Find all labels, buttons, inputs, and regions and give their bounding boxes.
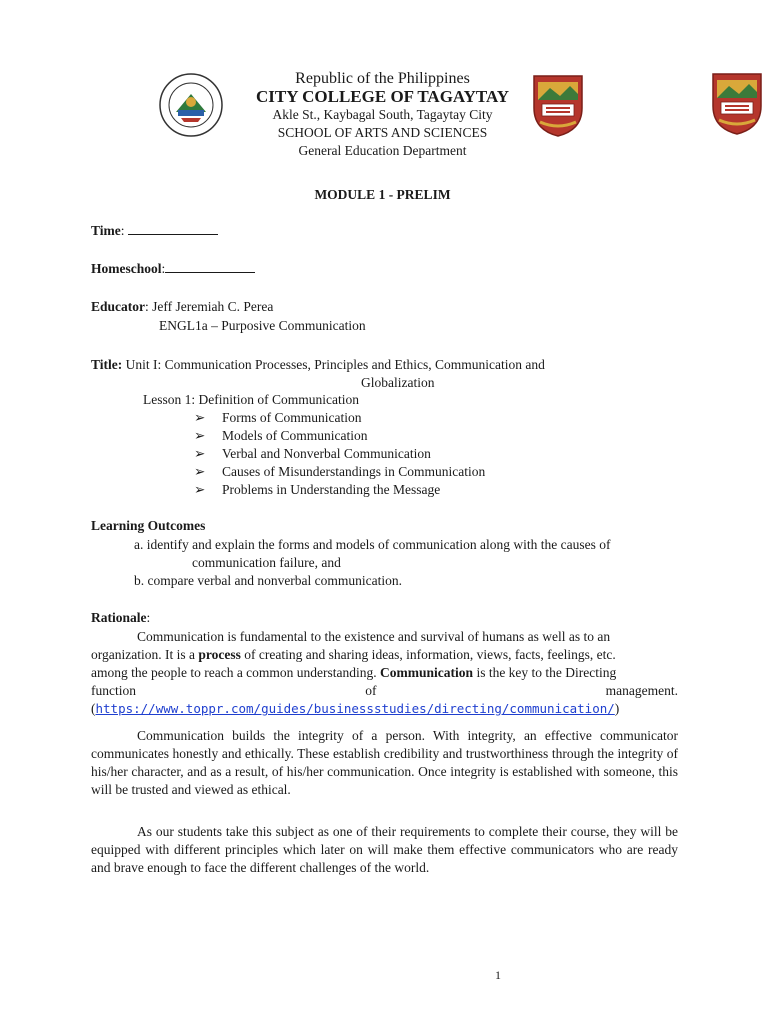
arrow-bullet-icon: ➢ [194,482,206,497]
toppr-link[interactable]: https://www.toppr.com/guides/businessstudies/directing/communication/ [95,701,615,716]
arrow-bullet-icon: ➢ [194,446,206,461]
educator-value: : Jeff Jeremiah C. Perea [145,299,274,314]
list-item: ➢ Verbal and Nonverbal Communication [194,446,431,461]
rationale-paragraph-2: Communication builds the integrity of a person. With integrity, an effective communicator communicates honestly and ethically. These establish credibility and trustworthiness through the integrity of his/her character, and as a result, of his/her communication. Once integrity is established with someone, this will be trusted and viewed as ethical. [91,728,678,797]
arrow-bullet-icon: ➢ [194,428,206,443]
college-name: CITY COLLEGE OF TAGAYTAY [255,87,510,106]
list-item: ➢ Causes of Misunderstandings in Communication [194,464,486,479]
time-blank [128,221,218,235]
homeschool-field: Homeschool: [91,259,255,278]
college-address: Akle St., Kaybagal South, Tagaytay City [272,107,493,122]
title-label: Title: [91,357,123,372]
college-crest-icon [532,74,584,138]
list-item: ➢ Models of Communication [194,428,368,443]
outcome-b: b. compare verbal and nonverbal communication. [134,573,403,588]
outcome-a-line1: a. identify and explain the forms and models of communication along with the causes of [134,537,611,552]
learning-outcomes-heading: Learning Outcomes [91,518,206,533]
document-header [230,70,535,160]
arrow-bullet-icon: ➢ [194,410,206,425]
homeschool-label: Homeschool [91,261,162,276]
homeschool-blank [165,259,255,273]
module-title: MODULE 1 - PRELIM [314,187,451,202]
course-name: ENGL1a – Purposive Communication [159,318,366,333]
time-field: Time: [91,221,218,240]
page-number: 1 [495,968,501,982]
unit-title [91,356,545,374]
title-line1: Unit I: Communication Processes, Principles and Ethics, Communication and [122,357,545,372]
title-line2: Globalization [361,375,435,390]
college-crest-icon [711,72,763,136]
lesson-title: Lesson 1: Definition of Communication [143,392,359,407]
rationale-heading: Rationale: [91,610,151,625]
list-item: ➢ Problems in Understanding the Message [194,482,441,497]
educator-label: Educator [91,299,145,314]
educator-field [91,298,273,316]
rationale-paragraph-1: Communication is fundamental to the existence and survival of humans as well as to an organization. It is a process of creating and sharing ideas, information, views, facts, feelings, etc. among the people to reach a common understanding. Communication is the key to the Directing function of management. (https://www.toppr.com/guides/businessstudies/directing/communication/) [91,629,678,716]
list-item: ➢ Forms of Communication [194,410,362,425]
time-label: Time [91,223,121,238]
republic-line: Republic of the Philippines [295,70,470,87]
school-name: SCHOOL OF ARTS AND SCIENCES [277,125,488,140]
city-seal-icon [158,72,224,138]
arrow-bullet-icon: ➢ [194,464,206,479]
rationale-paragraph-3: As our students take this subject as one of their requirements to complete their course, they will be equipped with different principles which later on will make them effective communicators who are ready and brave enough to face the different challenges of the world. [91,824,678,875]
department-name: General Education Department [298,143,467,158]
outcome-a-line2: communication failure, and [192,555,341,570]
